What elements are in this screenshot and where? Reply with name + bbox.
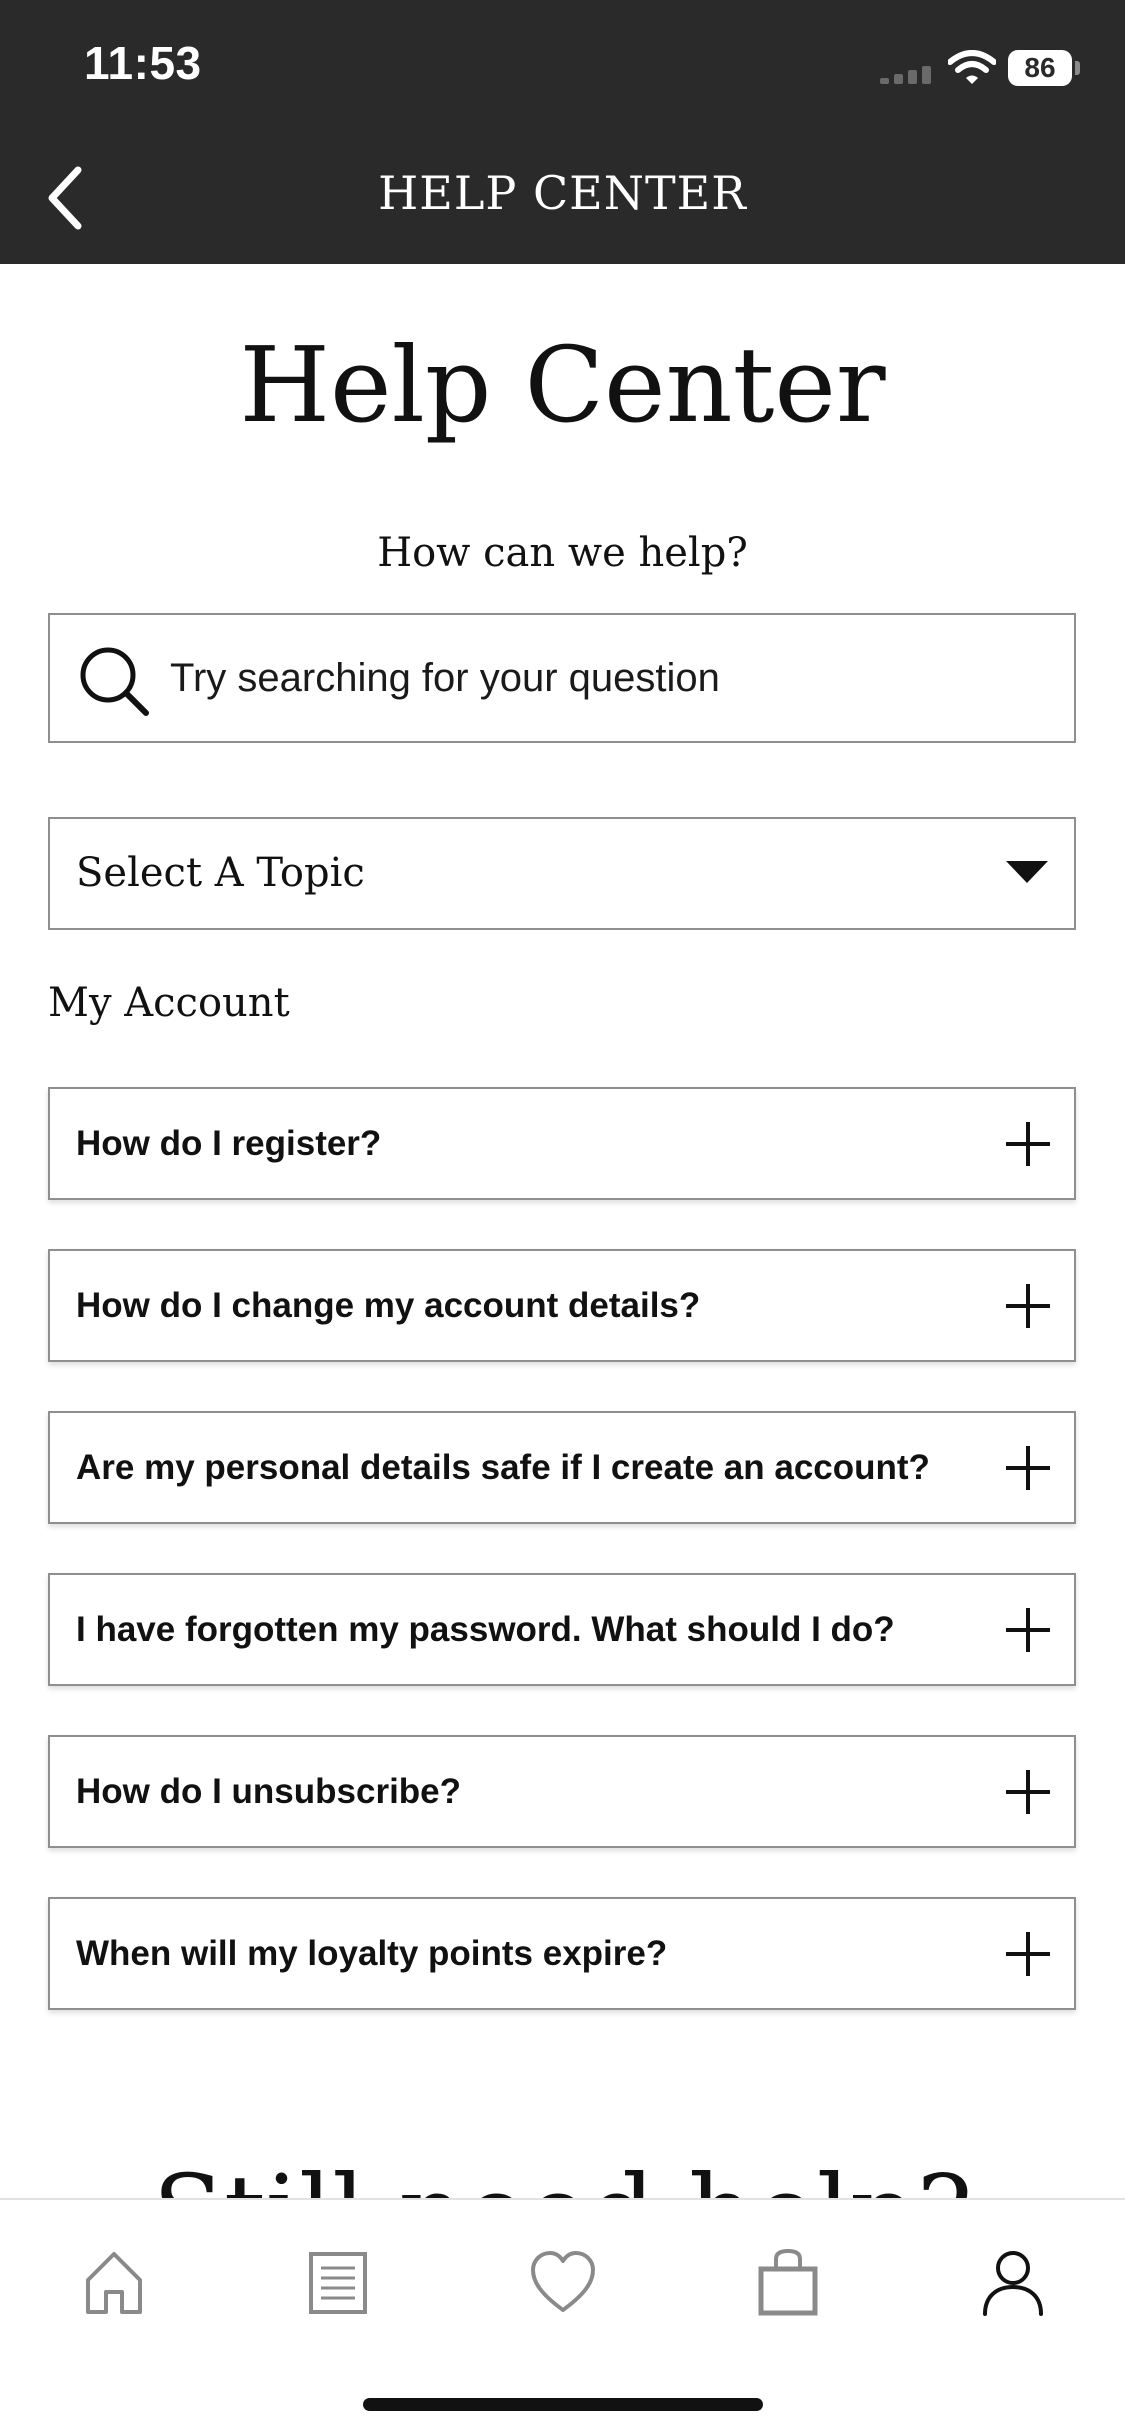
wifi-icon [948,50,996,86]
page-subtitle: How can we help? [377,530,748,576]
battery-indicator: 86 [1008,50,1072,86]
top-app-bar [0,0,1125,264]
topic-select-dropdown[interactable] [48,817,1076,930]
faq-question: When will my loyalty points expire? [76,1934,668,1973]
plus-icon[interactable] [1006,1122,1050,1166]
caret-down-icon [1006,861,1048,883]
section-heading: My Account [48,980,290,1026]
battery-tip [1075,61,1080,75]
faq-item[interactable] [48,1249,1076,1362]
faq-question: How do I unsubscribe? [76,1772,462,1811]
header-title: HELP CENTER [378,166,747,220]
plus-icon[interactable] [1006,1446,1050,1490]
cellular-signal-icon [880,66,934,84]
plus-icon[interactable] [1006,1932,1050,1976]
faq-item[interactable] [48,1897,1076,2010]
home-indicator [363,2398,763,2411]
search-box[interactable] [48,613,1076,743]
faq-question: Are my personal details safe if I create an account? [76,1448,930,1487]
faq-question: How do I change my account details? [76,1286,701,1325]
plus-icon[interactable] [1006,1284,1050,1328]
heart-icon[interactable] [523,2242,603,2322]
plus-icon[interactable] [1006,1608,1050,1652]
faq-item[interactable] [48,1087,1076,1200]
faq-question: How do I register? [76,1124,382,1163]
profile-icon[interactable] [973,2242,1053,2322]
home-icon[interactable] [74,2242,154,2322]
faq-item[interactable] [48,1735,1076,1848]
faq-list [48,1087,1076,2059]
faq-question: I have forgotten my password. What should I do? [76,1610,895,1649]
search-input[interactable] [170,615,1050,741]
faq-item[interactable] [48,1411,1076,1524]
status-time: 11:53 [84,37,202,89]
plus-icon[interactable] [1006,1770,1050,1814]
search-icon [76,643,152,719]
topic-select-value: Select A Topic [76,850,365,896]
page-title: Help Center [239,324,886,446]
catalog-icon[interactable] [298,2242,378,2322]
shopping-bag-icon[interactable] [748,2242,828,2322]
faq-item[interactable] [48,1573,1076,1686]
